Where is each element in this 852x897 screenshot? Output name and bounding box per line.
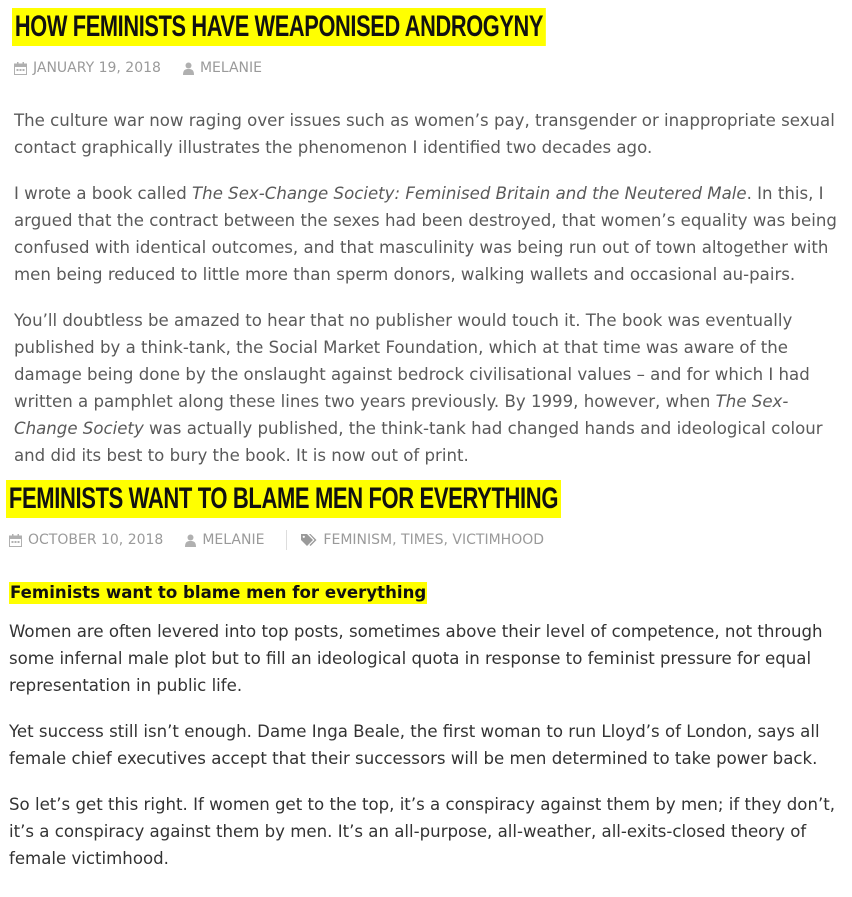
paragraph: The culture war now raging over issues such as women’s pay, transgender or inappropriate sexual contact graphically illustrates the phenomenon I identified two decades ago.	[14, 111, 835, 157]
post-author	[183, 60, 262, 76]
post-author-link[interactable]: MELANIE	[202, 532, 265, 548]
book-title: The Sex-Change Society	[14, 392, 789, 438]
book-title: The Sex-Change Society: Feminised Britain and the Neutered Male	[192, 184, 747, 203]
user-icon	[183, 62, 194, 75]
paragraph: Women are often levered into top posts, sometimes above their level of competence, not through some infernal male plot but to fill an ideological quota in response to feminist pressure for equal representation in public life.	[9, 622, 823, 695]
post-title[interactable]: HOW FEMINISTS HAVE WEAPONISED ANDROGYNY	[12, 8, 546, 46]
paragraph: You’ll doubtless be amazed to hear that no publisher would touch it. The book was eventually published by a think-tank, the Social Market Foundation, which at that time was aware of the damage being done by the onslaught against bedrock civilisational values – and for which I had written a pamphlet along these lines two years previously. By 1999, however, when The Sex-Change Society was actually published, the think-tank had changed hands and ideological colour and did its best to bury the book. It is now out of print.	[14, 311, 823, 465]
post-tags	[301, 532, 544, 548]
meta-divider	[286, 530, 287, 550]
tags-icon	[301, 534, 317, 547]
tag-link-feminism[interactable]: FEMINISM	[323, 532, 393, 548]
tag-separator: ,	[443, 532, 453, 548]
calendar-icon	[9, 534, 22, 547]
tag-link-times[interactable]: TIMES	[401, 532, 444, 548]
post-author-link[interactable]: MELANIE	[199, 60, 263, 76]
tag-link-victimhood[interactable]: VICTIMHOOD	[452, 532, 545, 548]
post-body	[9, 582, 845, 872]
post-date-link[interactable]: JANUARY 19, 2018	[33, 60, 161, 76]
user-icon	[185, 534, 196, 547]
post-body	[14, 107, 844, 469]
post-date-link[interactable]: OCTOBER 10, 2018	[28, 532, 164, 548]
post-author	[185, 532, 264, 548]
post-meta	[14, 58, 284, 78]
post-title[interactable]: FEMINISTS WANT TO BLAME MEN FOR EVERYTHING	[6, 480, 561, 518]
post-date	[14, 60, 161, 76]
paragraph: So let’s get this right. If women get to the top, it’s a conspiracy against them by men; if they don’t, it’s a conspiracy against them by men. It’s an all-purpose, all-weather, all-exits-closed theory of female victimhood.	[9, 795, 836, 868]
tag-separator: ,	[392, 532, 402, 548]
calendar-icon	[14, 62, 27, 75]
post-subheading: Feminists want to blame men for everything	[10, 583, 427, 602]
post-date	[9, 532, 163, 548]
paragraph: I wrote a book called The Sex-Change Society: Feminised Britain and the Neutered Male. In this, I argued that the contract between the sexes had been destroyed, that women’s equality was being confused with identical outcomes, and that masculinity was being run out of town altogether with men being reduced to little more than sperm donors, walking wallets and occasional au-pairs.	[14, 184, 837, 284]
post-meta	[9, 530, 566, 550]
paragraph: Yet success still isn’t enough. Dame Inga Beale, the first woman to run Lloyd’s of London, says all female chief executives accept that their successors will be men determined to take power back.	[9, 722, 820, 768]
